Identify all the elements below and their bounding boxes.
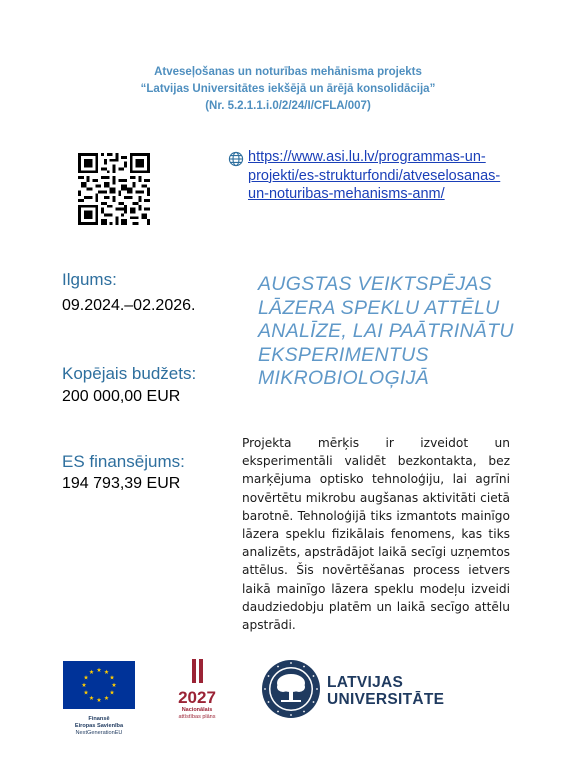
lu-text-1: LATVIJAS [327, 674, 404, 691]
nap-text-1: Nacionālais [181, 707, 213, 713]
eu-funding-label: ES finansējums: [62, 452, 185, 471]
link-line-1[interactable]: https://www.asi.lu.lv/programmas-un- [248, 149, 486, 165]
nap-bars-icon [166, 657, 228, 685]
lu-text-2: UNIVERSITĀTE [327, 691, 445, 708]
eu-funding-logo [63, 661, 135, 737]
budget-label: Kopējais budžets: [62, 364, 197, 383]
qr-code[interactable] [78, 153, 150, 225]
project-link[interactable] [248, 148, 518, 204]
project-title [258, 273, 548, 391]
budget-value: 200 000,00 EUR [62, 388, 181, 405]
nap-year: 2027 [178, 688, 216, 707]
title-line-5: MIKROBIOLOĢIJĀ [258, 367, 430, 389]
title-line-3: ANALĪZE, LAI PAĀTRINĀTU [258, 320, 514, 342]
lu-logo [261, 659, 461, 721]
eu-text-2: Eiropas Savienība [74, 723, 124, 729]
lu-seal-icon [261, 659, 321, 719]
eu-text-1: Finansē [88, 716, 110, 722]
project-header [0, 64, 576, 115]
project-description: Projekta mērķis ir izveidot un eksperimentāli validēt bezkontakta, bez marķējuma optisko tehnoloģiju, lai agrīni novērtētu mikrobu augšanas aktivitāti cietā barotnē. Tehnoloģijā tiks izmantots mainīgo lāzera speklu fizikālais fenomens, kas tiks analizēts, apstrādājot laikā secīgi uzņemtos attēlus. Šis novērtēšanas process ietvers laikā mainīgo lāzera speklu modeļu izveidi daudziedobju platēm un laikā secīgo attēlu apstrādi. [242, 436, 510, 633]
title-line-1: AUGSTAS VEIKTSPĒJAS [258, 273, 492, 295]
eu-text-3: NextGenerationEU [75, 730, 123, 736]
eu-funding-value: 194 793,39 EUR [62, 475, 181, 492]
header-line-1: Atveseļošanas un noturības mehānisma projekts [154, 66, 422, 78]
nap-text-2: attīstības plāns [178, 713, 216, 720]
nap-2027-logo [166, 657, 228, 720]
globe-icon [228, 151, 244, 167]
duration-value: 09.2024.–02.2026. [62, 297, 196, 314]
eu-flag-icon [63, 661, 135, 709]
title-line-4: EKSPERIMENTUS [258, 343, 429, 366]
header-line-3: (Nr. 5.2.1.1.i.0/2/24/I/CFLA/007) [205, 100, 371, 112]
header-line-2: “Latvijas Universitātes iekšējā un ārējā konsolidācija” [140, 83, 436, 95]
title-line-2: LĀZERA SPEKLU ATTĒLU [258, 296, 500, 319]
link-line-3[interactable]: un-noturibas-mehanisms-anm/ [248, 186, 445, 202]
duration-label: Ilgums: [62, 270, 117, 289]
link-line-2[interactable]: projekti/es-strukturfondi/atveselosanas- [248, 167, 501, 184]
